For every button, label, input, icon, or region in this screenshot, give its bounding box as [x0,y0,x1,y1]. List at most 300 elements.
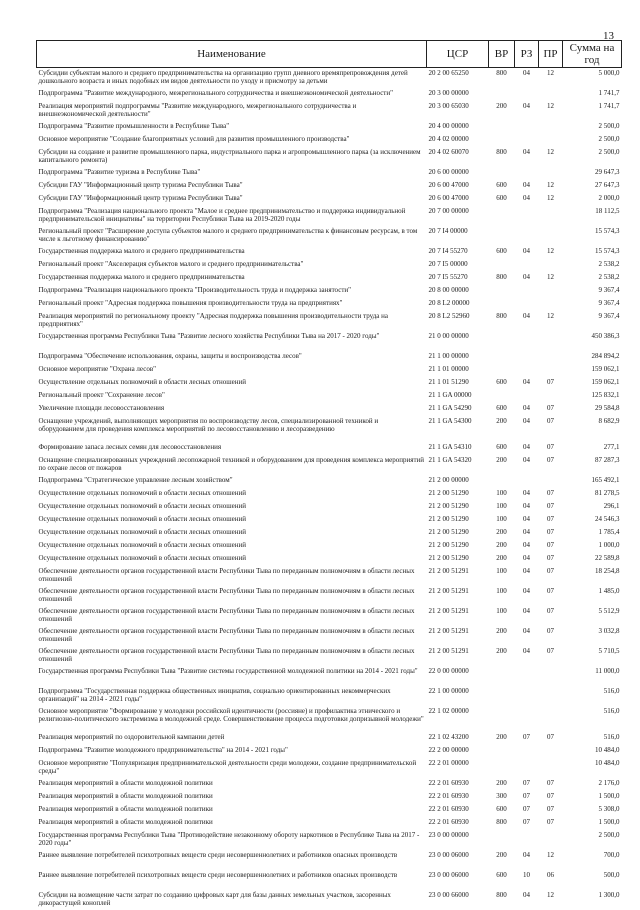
row-pr [539,167,563,180]
table-row [37,686,622,706]
row-pr: 12 [547,246,554,255]
row-name: Региональный проект "Акселерация субъектов малого и среднего предпринимательства" [38,259,304,268]
row-rz [515,666,539,686]
row-vr: 800 [496,311,507,320]
row-sum: 2 500,0 [598,121,620,130]
row-vr: 200 [496,626,507,635]
row-sum: 1 485,0 [598,586,620,595]
row-csr: 22 2 01 60930 [428,778,469,787]
row-name: Основное мероприятие "Создание благоприятных условий для развития промышленного производства" [38,134,350,143]
row-sum: 516,0 [603,732,620,741]
row-name: Осуществление отдельных полномочий в области лесных отношений [38,540,247,549]
row-csr: 22 2 01 60930 [428,804,469,813]
row-vr: 200 [496,778,507,787]
row-vr [489,167,515,180]
row-pr: 07 [547,778,554,787]
row-pr: 07 [547,646,554,655]
row-pr: 07 [547,488,554,497]
row-pr [539,226,563,246]
row-name: Региональный проект "Расширение доступа субъектов малого и среднего предпринимательства к финансовым ресурсам, в том числе к льготному финансированию" [38,226,418,243]
row-pr [539,88,563,101]
row-sum: 516,0 [603,686,620,695]
row-vr: 800 [496,69,507,77]
row-vr: 200 [496,540,507,549]
row-vr: 600 [496,804,507,813]
row-vr: 100 [496,566,507,575]
row-pr [539,285,563,298]
row-pr: 07 [547,403,554,412]
row-name: Подпрограмма "Развитие молодежного предпринимательства" на 2014 - 2021 годы" [38,745,288,754]
row-rz [515,351,539,364]
row-rz [515,121,539,134]
row-sum: 5 308,0 [598,804,620,813]
page-number: 13 [603,30,614,42]
row-name: Государственная поддержка малого и среднего предпринимательства [38,246,245,255]
row-csr: 20 6 00 47000 [428,193,469,202]
row-sum: 9 367,4 [598,298,620,307]
row-name: Подпрограмма "Развитие международного, межрегионального сотрудничества и внешнеэкономической деятельности" [38,88,393,97]
table-row [37,364,622,377]
row-name: Реализация мероприятий в области молодежной политики [38,778,213,787]
row-rz: 04 [523,416,530,425]
row-name: Подпрограмма "Стратегическое управление лесным хозяйством" [38,475,233,484]
row-rz: 07 [523,804,530,813]
row-rz: 04 [523,455,530,464]
row-csr: 21 2 00 51290 [428,488,469,497]
row-vr [489,226,515,246]
row-name: Осуществление отдельных полномочий в области лесных отношений [38,514,247,523]
row-sum: 29 647,3 [595,167,620,176]
table-row [37,527,622,540]
row-vr: 800 [496,272,507,281]
row-pr: 07 [547,804,554,813]
row-rz [515,226,539,246]
row-rz [515,167,539,180]
row-name: Подпрограмма "Реализация национального проекта "Малое и среднее предпринимательство и поддержка индивидуальной предпринимательской инициативы" на территории Республики Тыва на 2019-2020 годы [38,206,406,223]
table-row [37,870,622,890]
row-pr: 07 [547,791,554,800]
row-rz: 07 [523,778,530,787]
row-csr: 20 8 L2 00000 [428,298,470,307]
table-row [37,377,622,390]
row-pr: 12 [547,850,554,859]
row-sum: 22 589,8 [595,553,620,562]
row-pr: 12 [547,311,554,320]
row-vr [489,666,515,686]
row-vr [489,351,515,364]
row-rz [515,686,539,706]
row-rz [515,134,539,147]
row-pr: 07 [547,501,554,510]
row-csr: 21 1 GA 54300 [428,416,472,425]
row-pr: 07 [547,416,554,425]
row-rz [515,390,539,403]
row-rz: 04 [523,69,530,77]
row-name: Увеличение площади лесовосстановления [38,403,165,412]
row-csr: 22 0 00 00000 [428,666,469,675]
row-csr: 21 0 00 00000 [428,331,469,340]
row-name: Основное мероприятие "Популяризация предпринимательской деятельности среди молодежи, создание предпринимательской среды" [38,758,417,775]
table-row [37,732,622,745]
row-name: Государственная программа Республики Тыва "Противодействие незаконному обороту наркотиков в Республике Тыва на 2017 - 2020 годы" [38,830,420,847]
row-pr: 07 [547,455,554,464]
row-name: Подпрограмма "Реализация национального проекта "Производительность труда и поддержка занятости" [38,285,351,294]
row-rz [515,364,539,377]
row-vr: 100 [496,488,507,497]
row-vr: 600 [496,246,507,255]
row-sum: 9 367,4 [598,285,620,294]
table-row [37,586,622,606]
row-vr: 600 [496,442,507,451]
row-pr: 07 [547,514,554,523]
table-row [37,226,622,246]
table-row [37,606,622,626]
row-vr: 100 [496,501,507,510]
table-row [37,206,622,226]
row-sum: 1 741,7 [598,101,620,110]
row-pr: 07 [547,540,554,549]
row-sum: 27 647,3 [595,180,620,189]
row-name: Региональный проект "Сохранение лесов" [38,390,165,399]
row-csr: 20 4 02 60070 [428,147,469,156]
row-csr: 21 2 00 51291 [428,606,469,615]
row-sum: 2 000,0 [598,193,620,202]
row-vr: 800 [496,147,507,156]
row-pr: 12 [547,69,554,77]
row-sum: 165 492,1 [591,475,620,484]
row-vr: 800 [496,890,507,899]
row-rz [515,285,539,298]
table-row [37,501,622,514]
row-vr: 200 [496,455,507,464]
row-vr: 600 [496,180,507,189]
row-sum: 500,0 [603,870,620,879]
table-row [37,758,622,778]
row-rz: 04 [523,850,530,859]
row-name: Реализация мероприятий по региональному проекту "Адресная поддержка повышения производительности труда на предприятиях" [38,311,388,328]
row-pr [539,364,563,377]
row-csr: 22 1 02 00000 [428,706,469,715]
row-pr: 07 [547,527,554,536]
table-row [37,475,622,488]
table-row [37,298,622,311]
table-row [37,134,622,147]
row-name: Раннее выявление потребителей психотропных веществ среди несовершеннолетних и работников опасных производств [38,850,398,859]
row-pr: 12 [547,101,554,110]
row-vr: 100 [496,514,507,523]
row-csr: 23 0 00 00000 [428,830,469,839]
table-row [37,706,622,732]
row-csr: 21 2 00 51291 [428,626,469,635]
row-rz: 04 [523,566,530,575]
row-csr: 21 1 GA 00000 [428,390,472,399]
row-sum: 9 367,4 [598,311,620,320]
header-sum: Сумма на год [563,41,622,68]
row-csr: 20 4 02 00000 [428,134,469,143]
row-name: Субсидии ГАУ "Информационный центр туризма Республики Тыва" [38,193,243,202]
row-name: Субсидии на создание и развитие промышленного парка, индустриального парка и агропромышленного парка (за исключением капитального ремонта) [38,147,421,164]
row-rz: 04 [523,586,530,595]
table-row [37,416,622,442]
row-rz [515,206,539,226]
row-name: Субсидии субъектам малого и среднего предпринимательства на организацию групп дневного времяпрепровождения детей дошкольного возраста и иных подобных им видов деятельности по уходу и присмотру за детьми [38,69,408,85]
row-name: Осуществление отдельных полномочий в области лесных отношений [38,553,247,562]
row-vr [489,390,515,403]
table-row [37,167,622,180]
row-csr: 21 2 00 51291 [428,646,469,655]
row-sum: 11 000,0 [595,666,620,675]
row-name: Реализация мероприятий в области молодежной политики [38,791,213,800]
table-row [37,351,622,364]
row-vr: 600 [496,870,507,879]
row-rz: 04 [523,514,530,523]
row-sum: 1 785,4 [598,527,620,536]
row-csr: 21 1 01 00000 [428,364,469,373]
row-name: Обеспечение деятельности органов государственной власти Республики Тыва по переданным полномочиям в области лесных отношений [38,626,415,643]
table-row [37,566,622,586]
row-vr: 200 [496,527,507,536]
row-pr [539,331,563,351]
row-name: Подпрограмма "Государственная поддержка общественных инициатив, социально ориентированных некоммерческих организаций" на 2014 - 2021 годы" [38,686,391,703]
table-row [37,804,622,817]
row-name: Реализация мероприятий по оздоровительной кампании детей [38,732,225,741]
row-name: Осуществление отдельных полномочий в области лесных отношений [38,527,247,536]
row-vr: 600 [496,193,507,202]
row-vr: 800 [496,817,507,826]
row-rz: 04 [523,377,530,386]
row-pr [539,390,563,403]
table-row [37,259,622,272]
row-pr: 07 [547,553,554,562]
row-sum: 5 710,5 [598,646,620,655]
header-name: Наименование [37,41,427,68]
table-row [37,147,622,167]
row-vr [489,134,515,147]
row-rz: 04 [523,272,530,281]
header-rz: РЗ [515,41,539,68]
row-vr: 600 [496,377,507,386]
table-row [37,272,622,285]
row-vr [489,758,515,778]
row-rz [515,331,539,351]
row-rz: 04 [523,442,530,451]
row-rz [515,745,539,758]
row-rz [515,88,539,101]
table-row [37,193,622,206]
table-row [37,285,622,298]
row-name: Субсидии на возмещение части затрат по созданию цифровых карт для базы данных земельных участков, засоренных дикорастущей коноплей [38,890,391,907]
row-rz: 04 [523,606,530,615]
row-csr: 21 2 00 51290 [428,540,469,549]
row-vr: 100 [496,586,507,595]
row-sum: 15 574,3 [595,246,620,255]
row-pr: 12 [547,272,554,281]
row-pr: 12 [547,180,554,189]
row-rz: 04 [523,646,530,655]
row-csr: 22 1 02 43200 [428,732,469,741]
row-csr: 23 0 00 06000 [428,870,469,879]
table-row [37,390,622,403]
row-sum: 10 484,0 [595,745,620,754]
row-pr [539,206,563,226]
row-rz: 04 [523,193,530,202]
row-sum: 2 500,0 [598,147,620,156]
row-vr: 200 [496,646,507,655]
row-sum: 2 176,0 [598,778,620,787]
row-vr [489,830,515,850]
row-vr: 100 [496,606,507,615]
row-pr [539,259,563,272]
row-name: Подпрограмма "Развитие промышленности в Республике Тыва" [38,121,230,130]
row-rz: 07 [523,732,530,741]
row-name: Подпрограмма "Развитие туризма в Республике Тыва" [38,167,201,176]
row-sum: 29 584,8 [595,403,620,412]
row-sum: 1 500,0 [598,817,620,826]
row-sum: 700,0 [603,850,620,859]
row-pr: 07 [547,817,554,826]
row-vr: 300 [496,791,507,800]
row-name: Основное мероприятие "Охрана лесов" [38,364,156,373]
table-row [37,88,622,101]
table-row [37,514,622,527]
row-sum: 3 032,8 [598,626,620,635]
row-sum: 516,0 [603,706,620,715]
row-pr [539,121,563,134]
row-rz [515,706,539,732]
row-sum: 15 574,3 [595,226,620,235]
row-pr [539,134,563,147]
row-csr: 21 2 00 51291 [428,566,469,575]
row-csr: 20 7 I5 00000 [428,259,468,268]
table-row [37,403,622,416]
row-sum: 24 546,3 [595,514,620,523]
row-pr [539,666,563,686]
row-vr: 200 [496,101,507,110]
row-sum: 18 112,5 [595,206,620,215]
row-vr [489,285,515,298]
row-sum: 159 062,1 [591,364,620,373]
row-rz [515,475,539,488]
row-name: Реализация мероприятий в области молодежной политики [38,804,213,813]
row-sum: 5 000,0 [598,69,620,77]
row-name: Обеспечение деятельности органов государственной власти Республики Тыва по переданным полномочиям в области лесных отношений [38,586,415,603]
row-csr: 20 2 00 65250 [428,69,469,77]
row-sum: 1 500,0 [598,791,620,800]
row-name: Государственная поддержка малого и среднего предпринимательства [38,272,245,281]
row-csr: 22 2 01 60930 [428,817,469,826]
row-sum: 81 278,5 [595,488,620,497]
table-row [37,666,622,686]
table-row [37,626,622,646]
row-name: Обеспечение деятельности органов государственной власти Республики Тыва по переданным полномочиям в области лесных отношений [38,606,415,623]
row-csr: 20 7 00 00000 [428,206,469,215]
row-name: Государственная программа Республики Тыва "Развитие системы государственной молодежной политики на 2014 - 2021 годы" [38,666,418,675]
table-row [37,540,622,553]
row-name: Подпрограмма "Обеспечение использования, охраны, защиты и воспроизводства лесов" [38,351,302,360]
table-row [37,745,622,758]
table-row [37,850,622,870]
row-pr [539,351,563,364]
header-vr: ВР [489,41,515,68]
table-row [37,778,622,791]
row-pr: 07 [547,566,554,575]
row-sum: 2 500,0 [598,134,620,143]
table-row [37,331,622,351]
row-csr: 21 2 00 00000 [428,475,469,484]
row-name: Оснащение учреждений, выполняющих мероприятия по воспроизводству лесов, специализированной техникой и оборудованием для проведения комплекса мероприятий по лесовосстановлению и лесоразведению [38,416,379,433]
row-pr: 07 [547,626,554,635]
table-row [37,830,622,850]
row-rz: 04 [523,147,530,156]
row-sum: 296,1 [603,501,620,510]
row-rz [515,298,539,311]
row-pr: 07 [547,586,554,595]
row-vr: 600 [496,403,507,412]
row-pr [539,475,563,488]
row-csr: 22 2 00 00000 [428,745,469,754]
row-csr: 21 2 00 51291 [428,586,469,595]
row-csr: 22 1 00 00000 [428,686,469,695]
row-vr [489,298,515,311]
row-name: Субсидии ГАУ "Информационный центр туризма Республики Тыва" [38,180,243,189]
row-rz [515,830,539,850]
table-row [37,246,622,259]
row-rz [515,259,539,272]
row-vr [489,88,515,101]
row-csr: 20 8 L2 52960 [428,311,470,320]
row-sum: 284 894,2 [591,351,620,360]
table-row [37,646,622,666]
table-row [37,553,622,566]
row-csr: 20 8 00 00000 [428,285,469,294]
row-sum: 450 386,3 [591,331,620,340]
row-name: Формирование запаса лесных семян для лесовосстановления [38,442,222,451]
table-row [37,180,622,193]
row-rz: 04 [523,403,530,412]
table-row [37,101,622,121]
row-rz: 07 [523,791,530,800]
row-pr: 12 [547,890,554,899]
row-rz: 04 [523,540,530,549]
row-pr [539,298,563,311]
row-vr [489,686,515,706]
row-rz: 04 [523,246,530,255]
row-name: Региональный проект "Адресная поддержка повышения производительности труда на предприятиях" [38,298,343,307]
row-name: Осуществление отдельных полномочий в области лесных отношений [38,377,247,386]
row-vr [489,706,515,732]
row-sum: 5 512,9 [598,606,620,615]
row-name: Реализация мероприятий в области молодежной политики [38,817,213,826]
row-sum: 1 741,7 [598,88,620,97]
table-row [37,488,622,501]
row-rz: 04 [523,101,530,110]
row-csr: 21 1 GA 54310 [428,442,472,451]
table-row [37,791,622,804]
row-vr: 200 [496,850,507,859]
row-rz [515,758,539,778]
table-row [37,121,622,134]
row-csr: 20 6 00 47000 [428,180,469,189]
row-pr [539,745,563,758]
row-vr [489,475,515,488]
row-sum: 10 484,0 [595,758,620,767]
row-csr: 23 0 00 66000 [428,890,469,899]
row-pr [539,686,563,706]
row-vr [489,259,515,272]
row-sum: 125 832,1 [591,390,620,399]
row-csr: 22 2 01 00000 [428,758,469,767]
row-sum: 159 062,1 [591,377,620,386]
